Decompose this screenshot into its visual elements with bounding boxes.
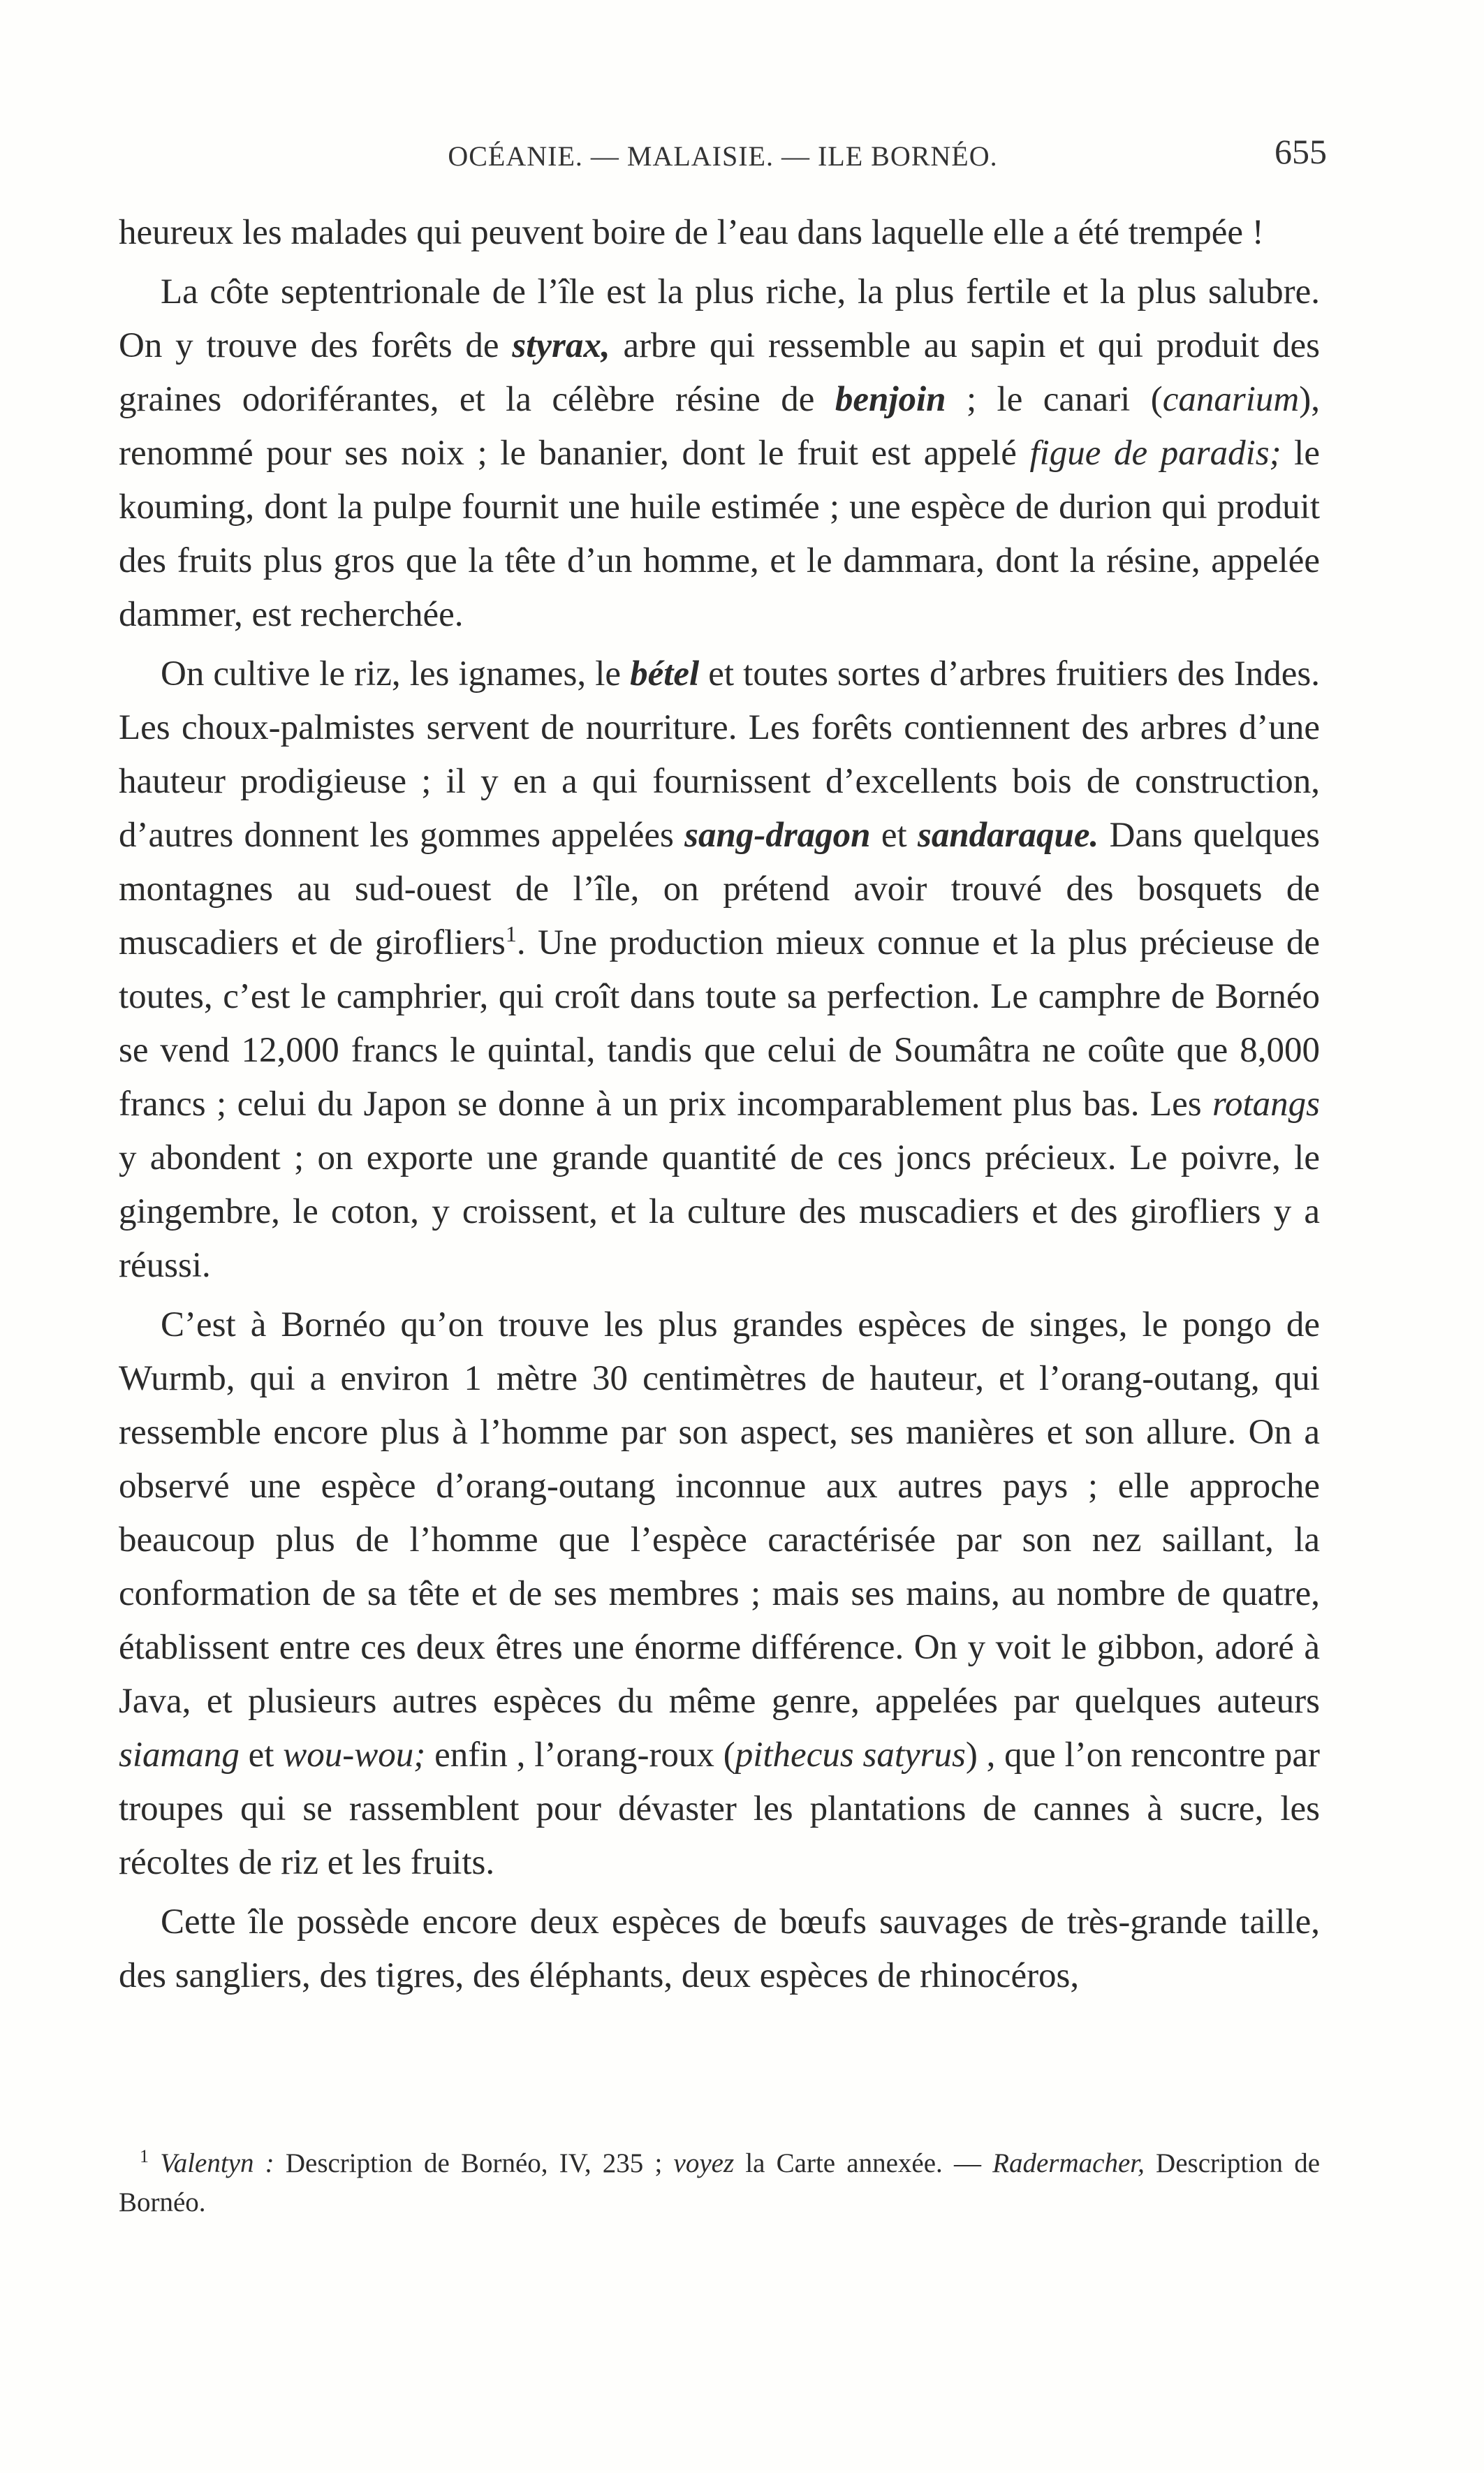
text-run: Description de Bornéo, IV, 235 ;: [274, 2148, 674, 2178]
term-figue-de-paradis: figue de paradis;: [1029, 434, 1281, 473]
term-canarium: canarium: [1162, 380, 1300, 419]
term-siamang: siamang: [119, 1735, 240, 1775]
text-run: Dans quelques montagnes au sud-ouest de l’île, on prétend avoir trouvé des bosquets de muscadiers et de girofliers: [119, 816, 1320, 962]
text-run: Description de Bornéo.: [119, 2148, 1320, 2217]
footnote-author-radermacher: Radermacher,: [992, 2148, 1145, 2178]
footnote-reference[interactable]: 1: [505, 921, 517, 946]
footnote-1: [119, 2144, 1320, 2222]
text-run: la Carte annexée. —: [734, 2148, 993, 2178]
footnote-author-valentyn: Valentyn :: [160, 2148, 274, 2178]
term-benjoin: benjoin: [835, 380, 946, 419]
term-betel: bétel: [630, 654, 700, 694]
text-run: ) , que l’on rencontre par troupes qui se rassemblent pour dévaster les plantations de cannes à sucre, les récoltes de riz et les fruits.: [119, 1735, 1320, 1882]
paragraph-4: [119, 1298, 1320, 1890]
paragraph-1: [119, 206, 1320, 260]
running-title: OCÉANIE. — MALAISIE. — ILE BORNÉO.: [448, 140, 998, 172]
text-run: arbre qui ressemble au sapin et qui produit des graines odoriférantes, et la célèbre résine de: [119, 326, 1321, 419]
text-run: heureux les malades qui peuvent boire de l’eau dans laquelle elle a été trempée !: [119, 213, 1264, 252]
paragraph-2: [119, 265, 1320, 642]
text-run: le kouming, dont la pulpe fournit une huile estimée ; une espèce de durion qui produit des fruits plus gros que la tête d’un homme, et le dammara, dont la résine, appelée dammer, est recherchée.: [119, 434, 1320, 634]
term-pithecus-satyrus: pithecus satyrus: [735, 1735, 966, 1775]
paragraph-5: [119, 1895, 1320, 2003]
text-run: et: [239, 1735, 284, 1775]
footnotes: [119, 2144, 1320, 2222]
text-run: et: [870, 816, 918, 855]
text-run: ; le canari (: [946, 380, 1163, 419]
footnote-voyez: voyez: [673, 2148, 735, 2178]
text-run: enfin , l’orang-roux (: [425, 1735, 735, 1775]
paragraph-3: [119, 647, 1320, 1293]
term-sang-dragon: sang-dragon: [684, 816, 871, 855]
text-run: La côte septentrionale de l’île est la plus riche, la plus fertile et la plus salubre. On y trouve des forêts de: [119, 272, 1320, 365]
term-sandaraque: sandaraque.: [917, 816, 1099, 855]
term-wou-wou: wou-wou;: [283, 1735, 426, 1775]
page-number: 655: [1274, 132, 1327, 171]
body-text: [119, 206, 1320, 2009]
text-run: y abondent ; on exporte une grande quantité de ces joncs précieux. Le poivre, le gingembre, le coton, y croissent, et la culture des muscadiers et des girofliers y a réussi.: [119, 1138, 1320, 1285]
footnote-mark: 1: [140, 2146, 149, 2166]
running-header: [119, 131, 1327, 180]
text-run: On cultive le riz, les ignames, le: [161, 654, 631, 694]
term-rotangs: rotangs: [1212, 1085, 1320, 1124]
text-run: ), renommé pour ses noix ; le bananier, dont le fruit est appelé: [119, 380, 1320, 473]
text-run: Cette île possède encore deux espèces de bœufs sauvages de très-grande taille, des sangliers, des tigres, des éléphants, deux espèces de rhinocéros,: [119, 1902, 1320, 1995]
term-styrax: styrax,: [512, 326, 610, 365]
text-run: et toutes sortes d’arbres fruitiers des Indes. Les choux-palmistes servent de nourriture. Les forêts contiennent des arbres d’une hauteur prodigieuse ; il y en a qui fournissent d’excellents bois de construction, d’autres donnent les gommes appelées: [119, 654, 1321, 855]
text-run: C’est à Bornéo qu’on trouve les plus grandes espèces de singes, le pongo de Wurmb, qui a environ 1 mètre 30 centimètres de hauteur, et l’orang-outang, qui ressemble encore plus à l’homme par son aspect, ses manières et son allure. On a observé une espèce d’orang-outang inconnue aux autres pays ; elle approche beaucoup plus de l’homme que l’espèce caractérisée par son nez saillant, la conformation de sa tête et de ses membres ; mais ses mains, au nombre de quatre, établissent entre ces deux êtres une énorme différence. On y voit le gibbon, adoré à Java, et plusieurs autres espèces du même genre, appelées par quelques auteurs: [119, 1305, 1320, 1721]
text-run: . Une production mieux connue et la plus précieuse de toutes, c’est le camphrier, qui croît dans toute sa perfection. Le camphre de Bornéo se vend 12,000 francs le quintal, tandis que celui de Soumâtra ne coûte que 8,000 francs ; celui du Japon se donne à un prix incomparablement plus bas. Les: [119, 923, 1321, 1124]
